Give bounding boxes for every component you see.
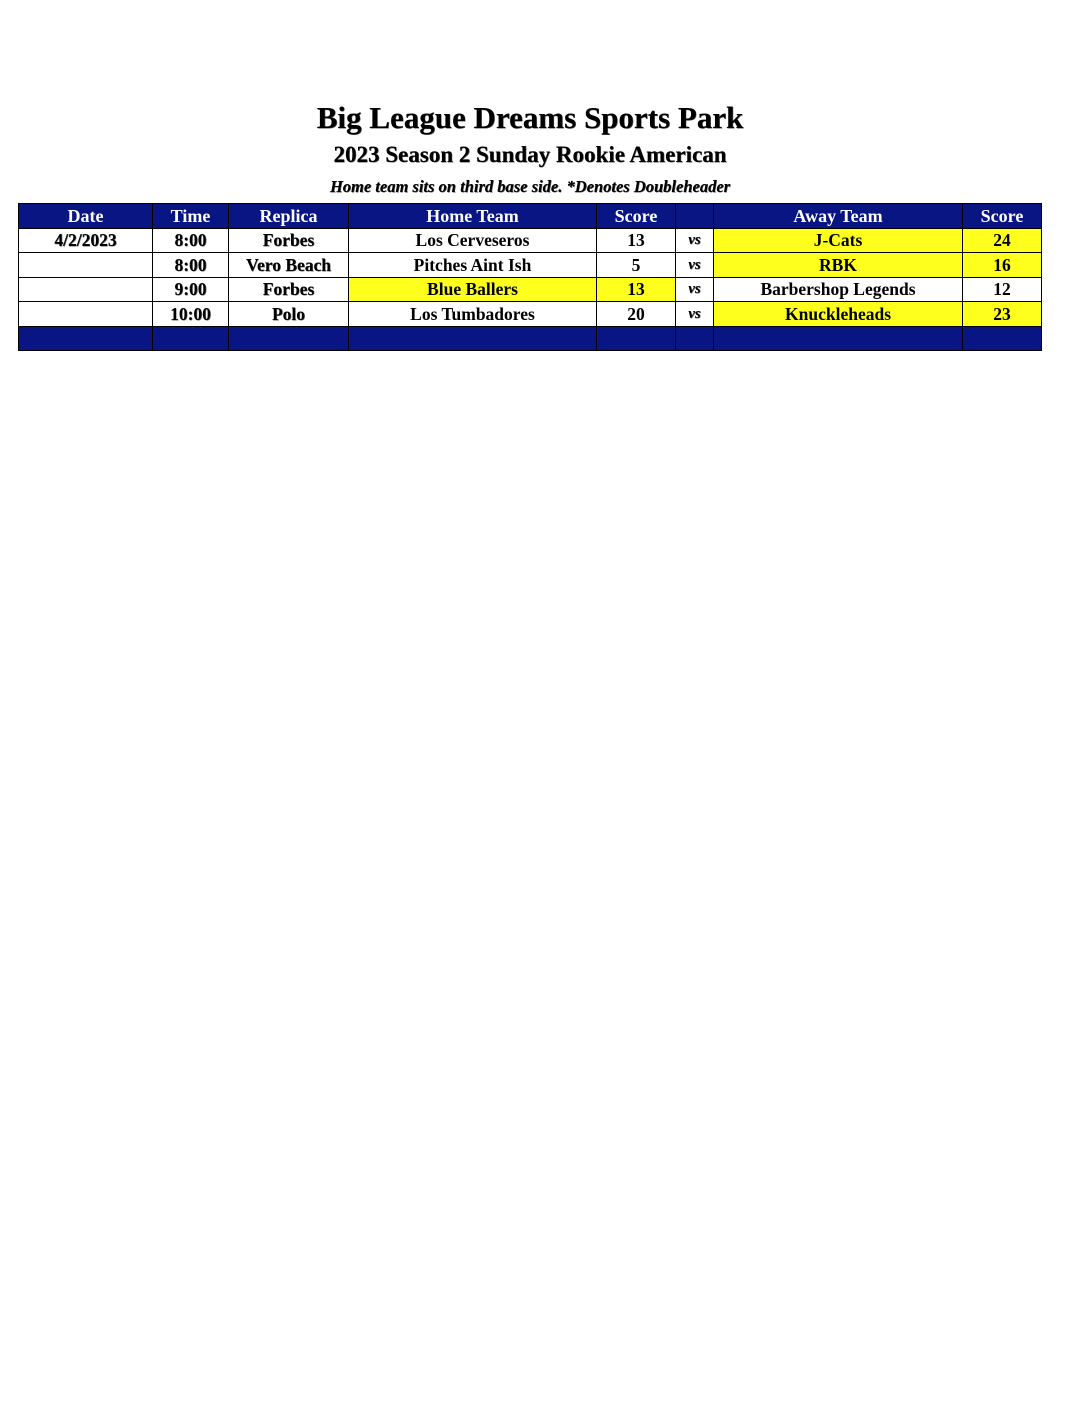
schedule-note: Home team sits on third base side. *Denotes Doubleheader (329, 177, 731, 196)
game-date (19, 253, 153, 278)
footer-cell (676, 326, 714, 350)
home-team: Los Cerveseros (349, 228, 597, 253)
home-team: Blue Ballers (349, 277, 597, 302)
footer-cell (714, 326, 963, 350)
game-date (19, 302, 153, 327)
away-score: 23 (963, 302, 1042, 327)
footer-cell (597, 326, 676, 350)
game-replica: Polo (229, 302, 349, 327)
home-team: Pitches Aint Ish (349, 253, 597, 278)
table-footer-row (19, 326, 1042, 350)
game-date: 4/2/2023 (19, 228, 153, 253)
column-header-away-team: Away Team (714, 204, 963, 229)
page-subtitle: 2023 Season 2 Sunday Rookie American (333, 142, 727, 167)
table-row (19, 253, 1042, 278)
game-time: 8:00 (153, 228, 229, 253)
vs-label: vs (676, 253, 714, 278)
footer-cell (19, 326, 153, 350)
away-team: Barbershop Legends (714, 277, 963, 302)
footer-cell (229, 326, 349, 350)
footer-cell (153, 326, 229, 350)
vs-label: vs (676, 277, 714, 302)
home-score: 5 (597, 253, 676, 278)
table-header-row (19, 204, 1042, 229)
away-score: 12 (963, 277, 1042, 302)
game-replica: Forbes (229, 277, 349, 302)
vs-label: vs (676, 228, 714, 253)
column-header-home-team: Home Team (349, 204, 597, 229)
vs-label: vs (676, 302, 714, 327)
away-team: Knuckleheads (714, 302, 963, 327)
schedule-table (18, 203, 1042, 351)
home-score: 13 (597, 228, 676, 253)
away-score: 24 (963, 228, 1042, 253)
footer-cell (963, 326, 1042, 350)
game-date (19, 277, 153, 302)
column-header-replica: Replica (229, 204, 349, 229)
away-team: J-Cats (714, 228, 963, 253)
column-header-time: Time (153, 204, 229, 229)
column-header-away-score: Score (963, 204, 1042, 229)
game-time: 9:00 (153, 277, 229, 302)
home-score: 13 (597, 277, 676, 302)
table-row (19, 277, 1042, 302)
home-score: 20 (597, 302, 676, 327)
column-header-vs (676, 204, 714, 229)
home-team: Los Tumbadores (349, 302, 597, 327)
column-header-home-score: Score (597, 204, 676, 229)
game-replica: Vero Beach (229, 253, 349, 278)
table-row (19, 228, 1042, 253)
away-team: RBK (714, 253, 963, 278)
game-replica: Forbes (229, 228, 349, 253)
column-header-date: Date (19, 204, 153, 229)
page-title: Big League Dreams Sports Park (316, 100, 744, 135)
footer-cell (349, 326, 597, 350)
away-score: 16 (963, 253, 1042, 278)
game-time: 8:00 (153, 253, 229, 278)
table-row (19, 302, 1042, 327)
game-time: 10:00 (153, 302, 229, 327)
